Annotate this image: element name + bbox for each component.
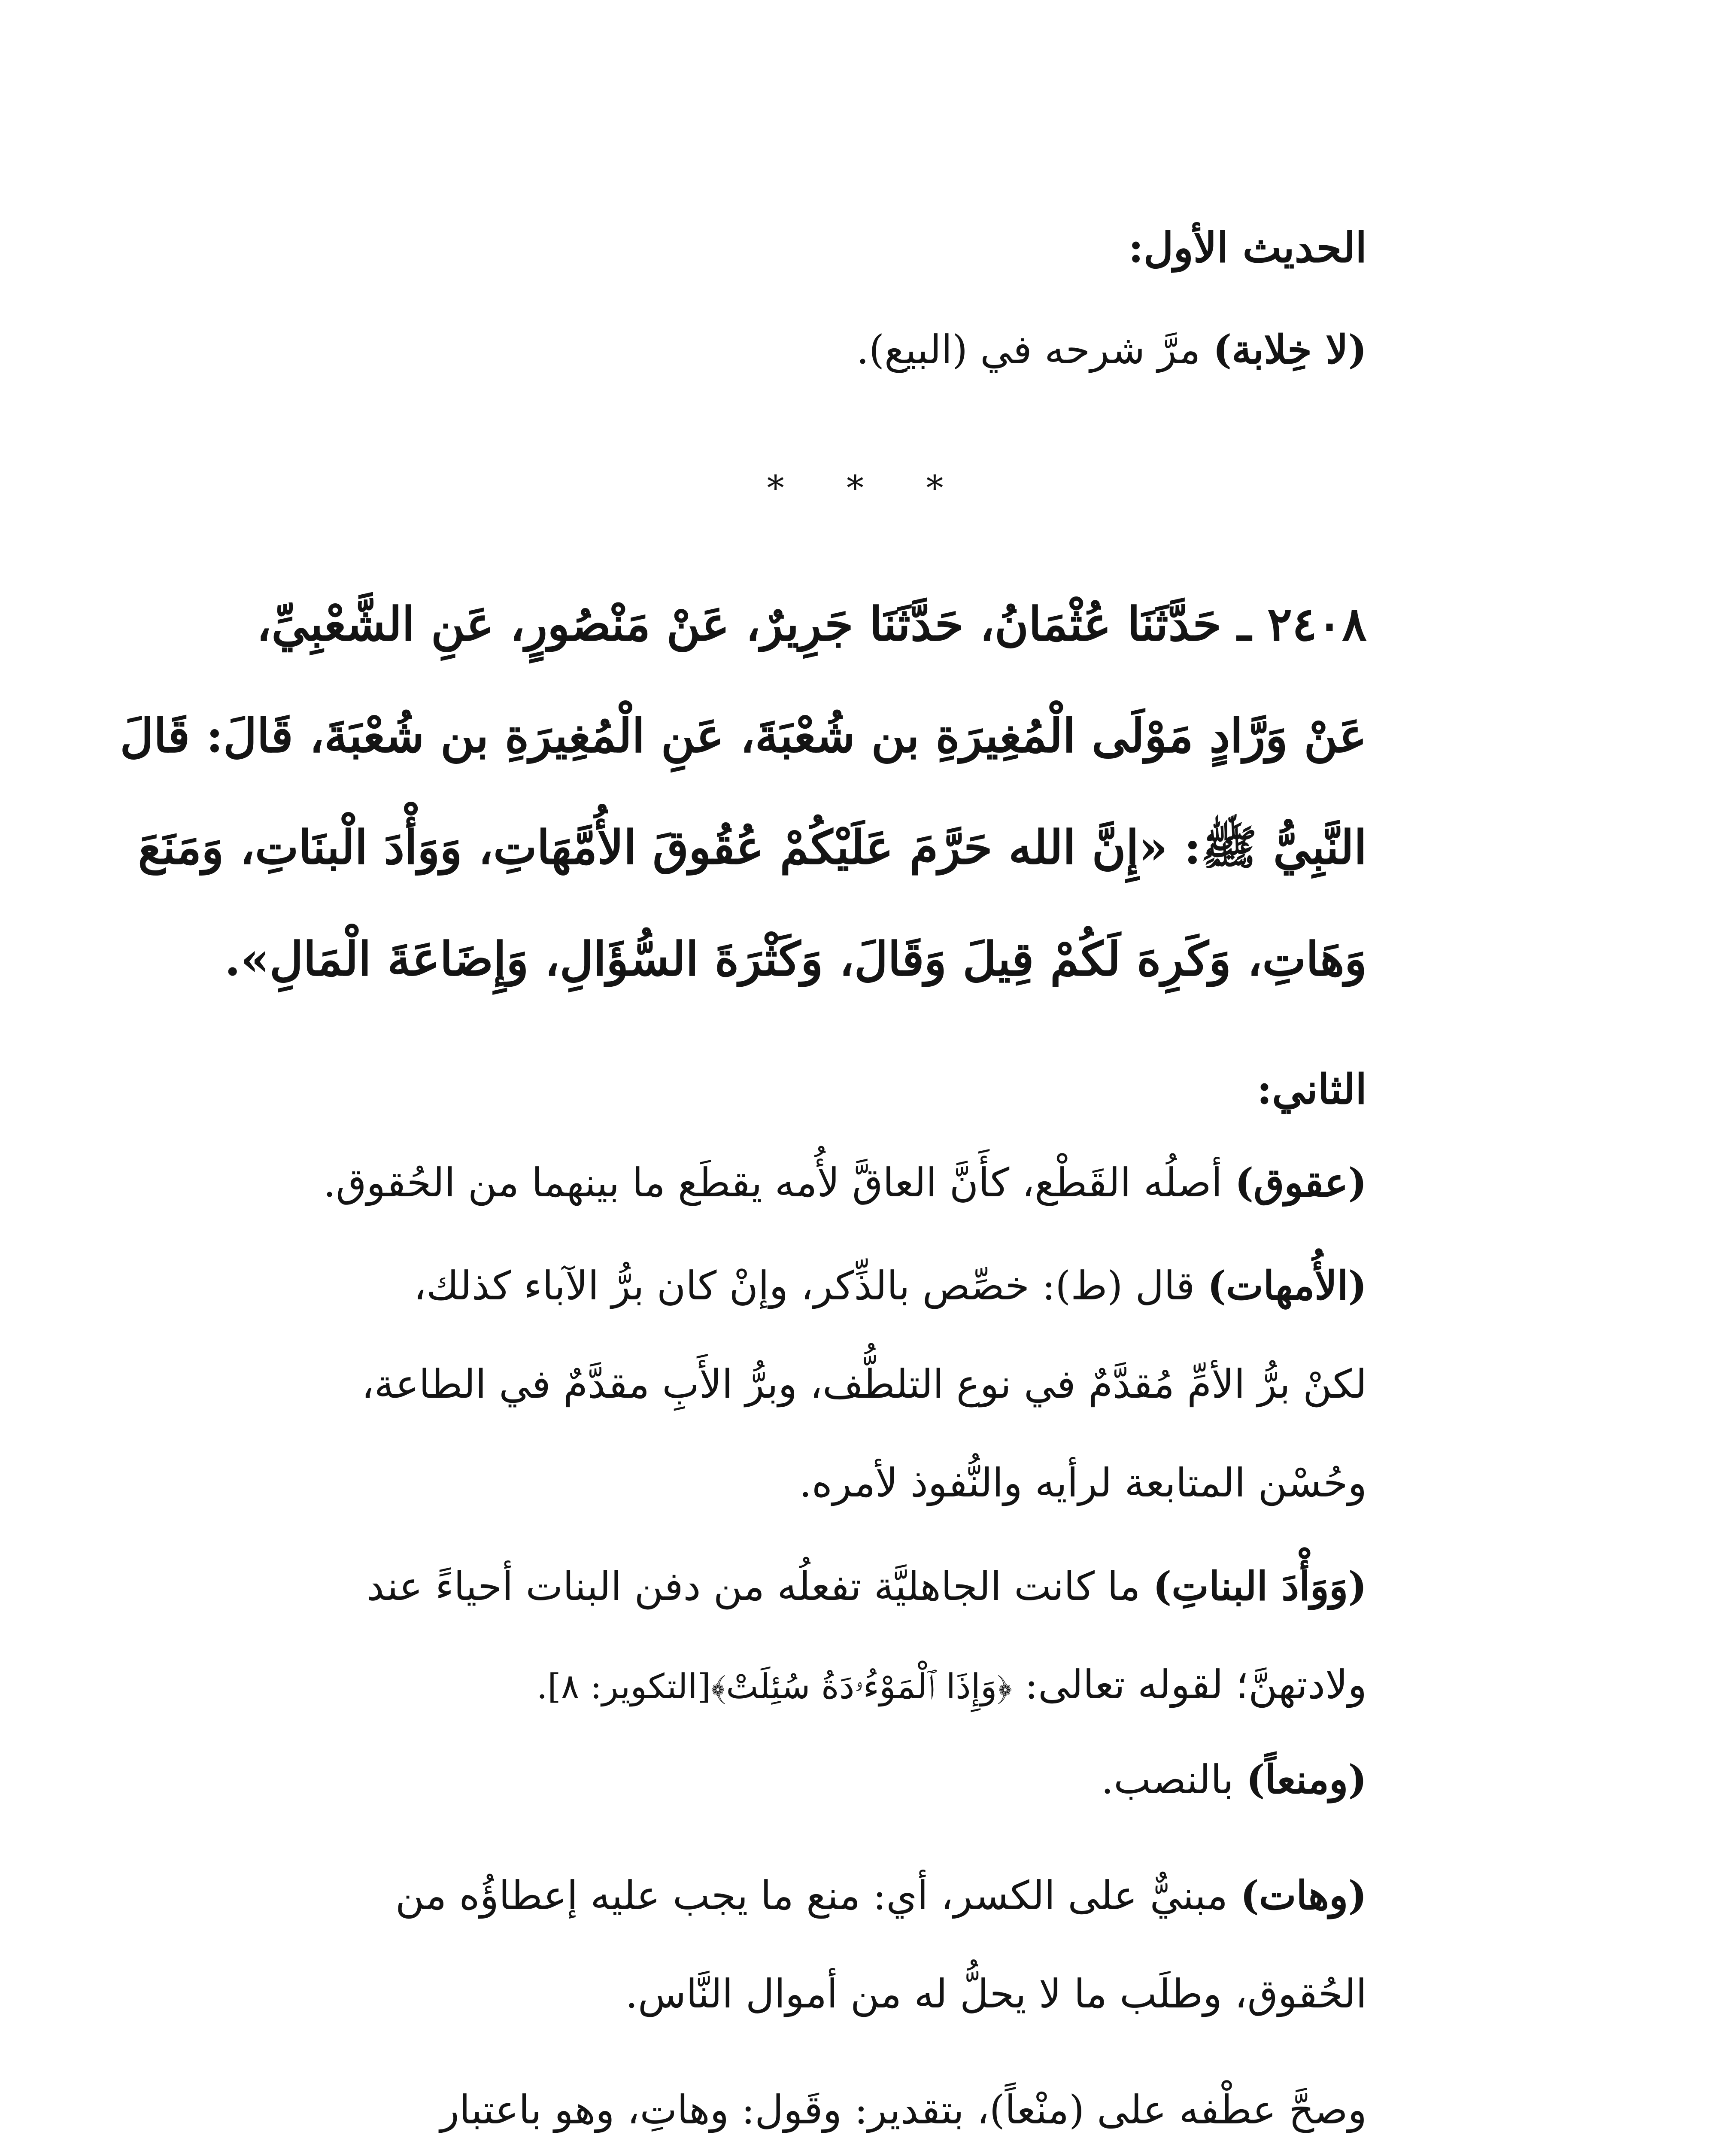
explanation: ما كانت الجاهليَّة تفعلُه من دفن البنات أحياءً عند xyxy=(366,1563,1153,1609)
quran-citation: [التكوير: ٨]. xyxy=(536,1667,711,1706)
explanation: ولادتهنَّ؛ لقوله تعالى: xyxy=(1012,1662,1367,1708)
explanation: أصلُه القَطْع، كأَنَّ العاقَّ لأُمه يقطَع ما بينهما من الحُقوق. xyxy=(323,1160,1235,1206)
term: (الأُمهات) xyxy=(1207,1262,1367,1309)
section2-heading: الثاني: xyxy=(1256,1065,1367,1113)
explanation: بالنصب. xyxy=(1101,1757,1247,1803)
paragraph-wad-line1 xyxy=(234,1563,1367,1609)
explanation: قال (ط): خصِّص بالذِّكر، وإنْ كان برُّ الآباء كذلك، xyxy=(413,1263,1208,1309)
paragraph-ummahat-line3: وحُسْن المتابعة لرأيه والنُّفوذ لأمره. xyxy=(799,1460,1367,1506)
section1-line xyxy=(234,326,1367,373)
explanation: مبنيٌّ على الكسر، أي: منع ما يجب عليه إعطاؤُه من xyxy=(395,1873,1241,1919)
term: (لا خِلابة) xyxy=(1213,326,1367,373)
paragraph-hat-line2: الحُقوق، وطلَب ما لا يحلُّ له من أموال النَّاس. xyxy=(625,1971,1367,2017)
section1-heading: الحديث الأول: xyxy=(1128,223,1367,272)
term: (ومنعاً) xyxy=(1246,1756,1367,1803)
paragraph-hat-line1 xyxy=(234,1872,1367,1919)
paragraph-ummahat-line1 xyxy=(234,1262,1367,1309)
term: (عقوق) xyxy=(1235,1159,1367,1206)
hadith-line: ٢٤٠٨ ـ حَدَّثَنَا عُثْمَانُ، حَدَّثَنَا جَرِيرٌ، عَنْ مَنْصُورٍ، عَنِ الشَّعْبِيِّ، xyxy=(256,597,1367,651)
paragraph-manan xyxy=(234,1756,1367,1803)
paragraph-uquq xyxy=(234,1159,1367,1206)
paragraph-wad-line2 xyxy=(234,1662,1367,1708)
hadith-line: عَنْ وَرَّادٍ مَوْلَى الْمُغِيرَةِ بن شُعْبَةَ، عَنِ الْمُغِيرَةِ بن شُعْبَةَ، قَالَ: قَالَ xyxy=(120,709,1367,763)
paragraph-atf: وصحَّ عطْفه على (منْعاً)، بتقدير: وقَول: وهاتِ، وهو باعتبار xyxy=(440,2087,1367,2133)
separator-stars: * * * xyxy=(767,468,969,508)
paragraph-ummahat-line2: لكنْ برُّ الأمِّ مُقدَّمٌ في نوع التلطُّف، وبرُّ الأَبِ مقدَّمٌ في الطاعة، xyxy=(361,1361,1367,1407)
quran-verse: ﴿وَإِذَا ٱلْمَوْءُۥدَةُ سُئِلَتْ﴾ xyxy=(710,1667,1012,1706)
explanation: مرَّ شرحه في (البيع). xyxy=(856,327,1213,373)
hadith-line: وَهَاتِ، وَكَرِهَ لَكُمْ قِيلَ وَقَالَ، وَكَثْرَةَ السُّؤَالِ، وَإِضَاعَةَ الْمَالِ». xyxy=(224,932,1367,986)
hadith-line: النَّبِيُّ ﷺ: «إِنَّ الله حَرَّمَ عَلَيْكُمْ عُقُوقَ الأُمَّهَاتِ، وَوَأْدَ الْبنَاتِ، وَمَنَعَ xyxy=(138,821,1367,875)
term: (وَوَأْدَ البناتِ) xyxy=(1153,1563,1367,1609)
term: (وهات) xyxy=(1240,1872,1367,1919)
